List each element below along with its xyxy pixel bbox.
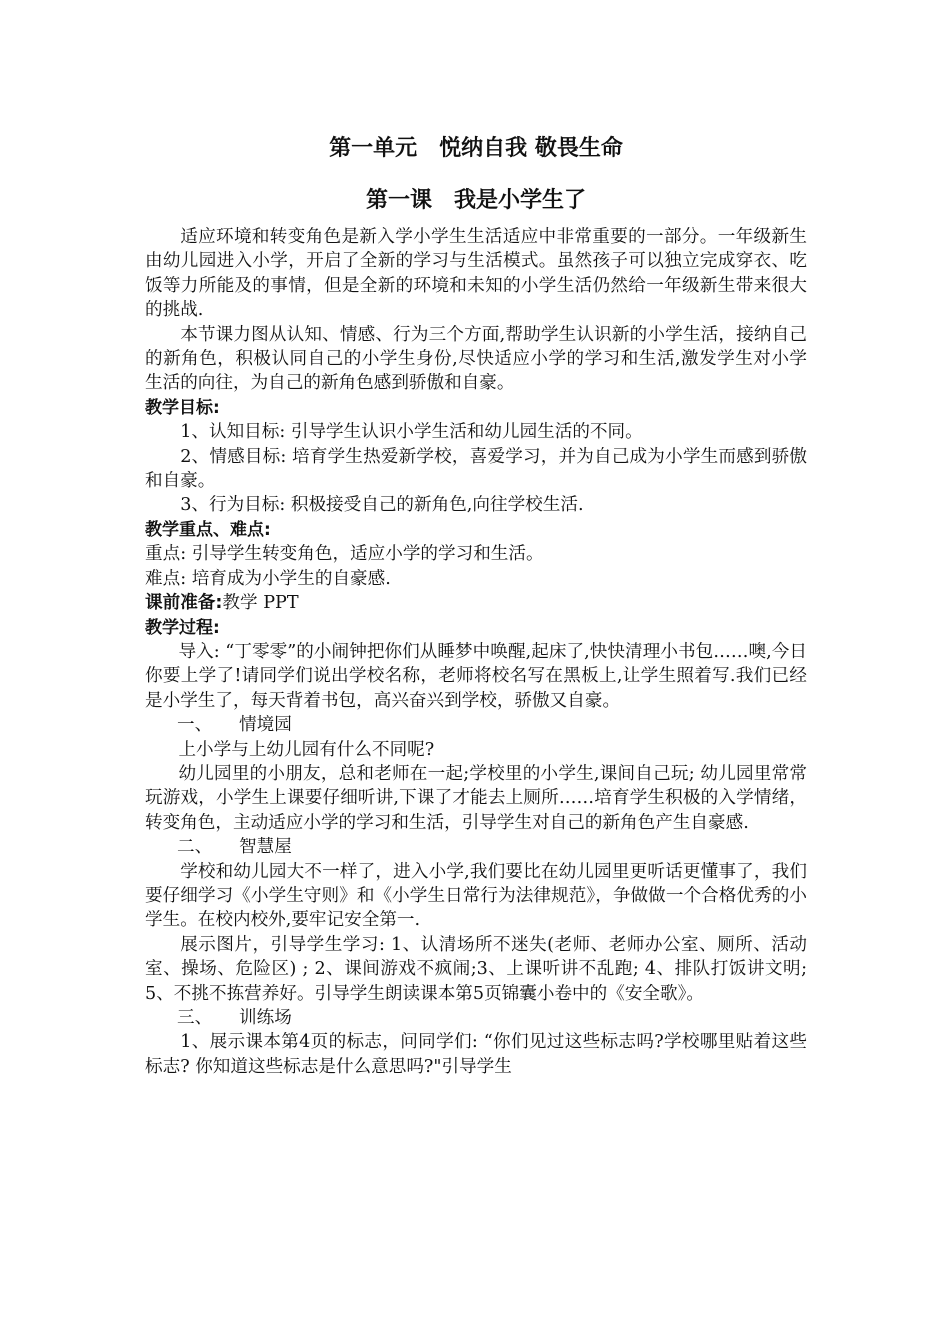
objective-item-2: 2、情感目标: 培育学生热爱新学校，喜爱学习，并为自己成为小学生而感到骄傲和自豪。 (145, 446, 807, 492)
difficult-point: 难点: 培育成为小学生的自豪感. (145, 568, 391, 589)
section-3-label (145, 1006, 807, 1030)
intro-paragraph-1: 适应环境和转变角色是新入学小学生生活适应中非常重要的一部分。一年级新生由幼儿园进入小学，开启了全新的学习与生活模式。虽然孩子可以独立完成穿衣、吃饭等力所能及的事情，但是全新的环境和未知的小学生活仍然给一年级新生带来很大的挑战. (145, 227, 807, 321)
section-1-label (145, 713, 807, 737)
preparation-label: 课前准备: (145, 593, 223, 614)
objective-item-3: 3、行为目标: 积极接受自己的新角色,向往学校生活. (180, 495, 584, 516)
section-1-body: 幼儿园里的小朋友，总和老师在一起;学校里的小学生,课间自己玩; 幼儿园里常常玩游戏，小学生上课要仔细听讲,下课了才能去上厕所……培育学生积极的入学情绪，转变角色，主动适应小学的学习和生活，引导学生对自己的新角色产生自豪感. (145, 763, 807, 833)
objectives-heading: 教学目标: (145, 397, 220, 418)
key-point: 重点: 引导学生转变角色，适应小学的学习和生活。 (145, 544, 544, 565)
section-1-question: 上小学与上幼儿园有什么不同呢? (178, 739, 435, 760)
lesson-title: 第一课 我是小学生了 (365, 188, 586, 213)
process-intro: 导入: “丁零零”的小闹钟把你们从睡梦中唤醒,起床了,快快清理小书包……噢,今日你要上学了!请同学们说出学校名称，老师将校名写在黑板上,让学生照着写.我们已经是小学生了，每天背着书包，高兴奋兴到学校，骄傲又自豪。 (145, 641, 807, 711)
unit-title: 第一单元 悦纳自我 敬畏生命 (329, 136, 623, 161)
process-heading: 教学过程: (145, 617, 220, 638)
intro-paragraph-2: 本节课力图从认知、情感、行为三个方面,帮助学生认识新的小学生活，接纳自己的新角色，积极认同自己的小学生身份,尽快适应小学的学习和生活,激发学生对小学生活的向往，为自己的新角色感到骄傲和自豪。 (145, 324, 807, 394)
document-page (145, 133, 807, 1079)
section-2-title: 智慧屋 (239, 837, 292, 858)
section-1-title: 情境园 (239, 715, 292, 736)
key-points-heading: 教学重点、难点: (145, 519, 271, 540)
section-1-number: 一、 (177, 715, 213, 736)
section-2-label (145, 835, 807, 859)
section-3-body: 1、展示课本第4页的标志，问同学们: “你们见过这些标志吗?学校哪里贴着这些标志? 你知道这些标志是什么意思吗?"引导学生 (145, 1032, 807, 1077)
section-2-body-2: 展示图片，引导学生学习: 1、认清场所不迷失(老师、老师办公室、厕所、活动室、操场、危险区) ; 2、课间游戏不疯闹;3、上课听讲不乱跑; 4、排队打饭讲文明; 5、不挑不拣营养好。引导学生朗读课本第5页锦囊小卷中的《安全歌》。 (145, 934, 807, 1004)
objective-item-1: 1、认知目标: 引导学生认识小学生活和幼儿园生活的不同。 (180, 422, 643, 443)
section-3-number: 三、 (177, 1008, 213, 1028)
section-2-number: 二、 (177, 837, 213, 858)
section-2-body-1: 学校和幼儿园大不一样了，进入小学,我们要比在幼儿园里更听话更懂事了，我们要仔细学习《小学生守则》和《小学生日常行为法律规范》，争做做一个合格优秀的小学生。在校内校外,要牢记安全第一. (145, 861, 807, 931)
preparation-line (145, 591, 807, 615)
section-3-title: 训练场 (239, 1008, 292, 1028)
preparation-value: 教学 PPT (222, 593, 299, 614)
